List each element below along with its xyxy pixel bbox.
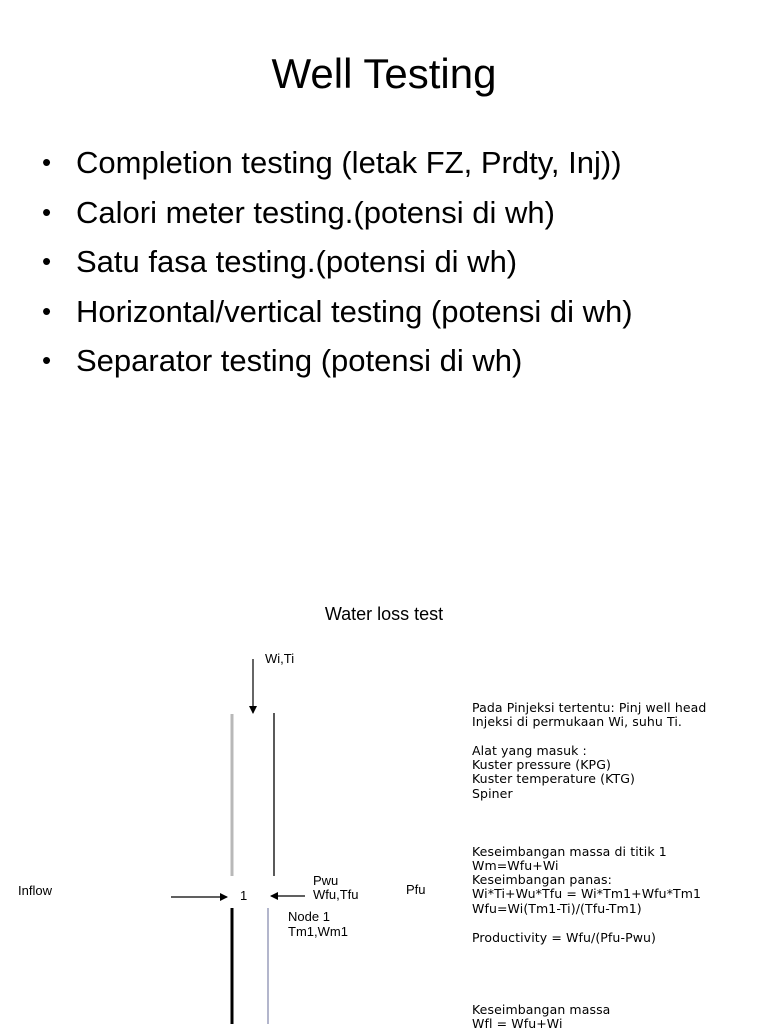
bullet-text: Satu fasa testing.(potensi di wh)	[76, 244, 518, 279]
node-label: Node 1	[288, 909, 330, 924]
note-line: Wfl = Wfu+Wi	[472, 1016, 563, 1031]
note-line: Injeksi di permukaan Wi, suhu Ti.	[472, 714, 682, 729]
note-line: Productivity = Wfu/(Pfu-Pwu)	[472, 930, 657, 945]
bullet-dot: •	[42, 196, 52, 227]
note-line: Wm=Wfu+Wi	[472, 858, 559, 873]
inflow-label: Inflow	[18, 883, 52, 898]
bullet-text: Calori meter testing.(potensi di wh)	[76, 194, 555, 230]
note-line: Alat yang masuk :	[472, 743, 587, 758]
note-line: Keseimbangan panas:	[472, 872, 612, 887]
wfu-tfu-label: Wfu,Tfu	[313, 887, 359, 902]
note-line: Keseimbangan massa	[472, 1002, 611, 1017]
note-line: Keseimbangan massa di titik 1	[472, 844, 667, 859]
bullet-text: Horizontal/vertical testing (potensi di wh)	[76, 293, 633, 329]
node-number: 1	[240, 888, 248, 903]
bullet-dot: •	[42, 295, 52, 326]
tm-wm-label: Tm1,Wm1	[288, 924, 348, 939]
note-line: Wi*Ti+Wu*Tfu = Wi*Tm1+Wfu*Tm1	[472, 886, 702, 901]
note-line: Pada Pinjeksi tertentu: Pinj well head	[472, 700, 707, 715]
pfu-label: Pfu	[406, 882, 426, 897]
bullet-dot: •	[42, 147, 52, 177]
wi-ti-label: Wi,Ti	[265, 651, 295, 666]
bullet-dot: •	[42, 345, 52, 375]
note-line: Wfu=Wi(Tm1-Ti)/(Tfu-Tm1)	[472, 901, 642, 916]
pwu-label: Pwu	[313, 873, 339, 888]
figure-title: Water loss test	[324, 604, 444, 624]
note-line: Spiner	[472, 786, 513, 801]
bullet-text: Completion testing (letak FZ, Prdty, Inj))	[76, 145, 622, 180]
slide-title: Well Testing	[271, 50, 497, 97]
note-line: Kuster temperature (KTG)	[472, 771, 635, 786]
bullet-dot: •	[42, 246, 52, 276]
note-line: Kuster pressure (KPG)	[472, 757, 611, 772]
bullet-text: Separator testing (potensi di wh)	[76, 343, 523, 378]
